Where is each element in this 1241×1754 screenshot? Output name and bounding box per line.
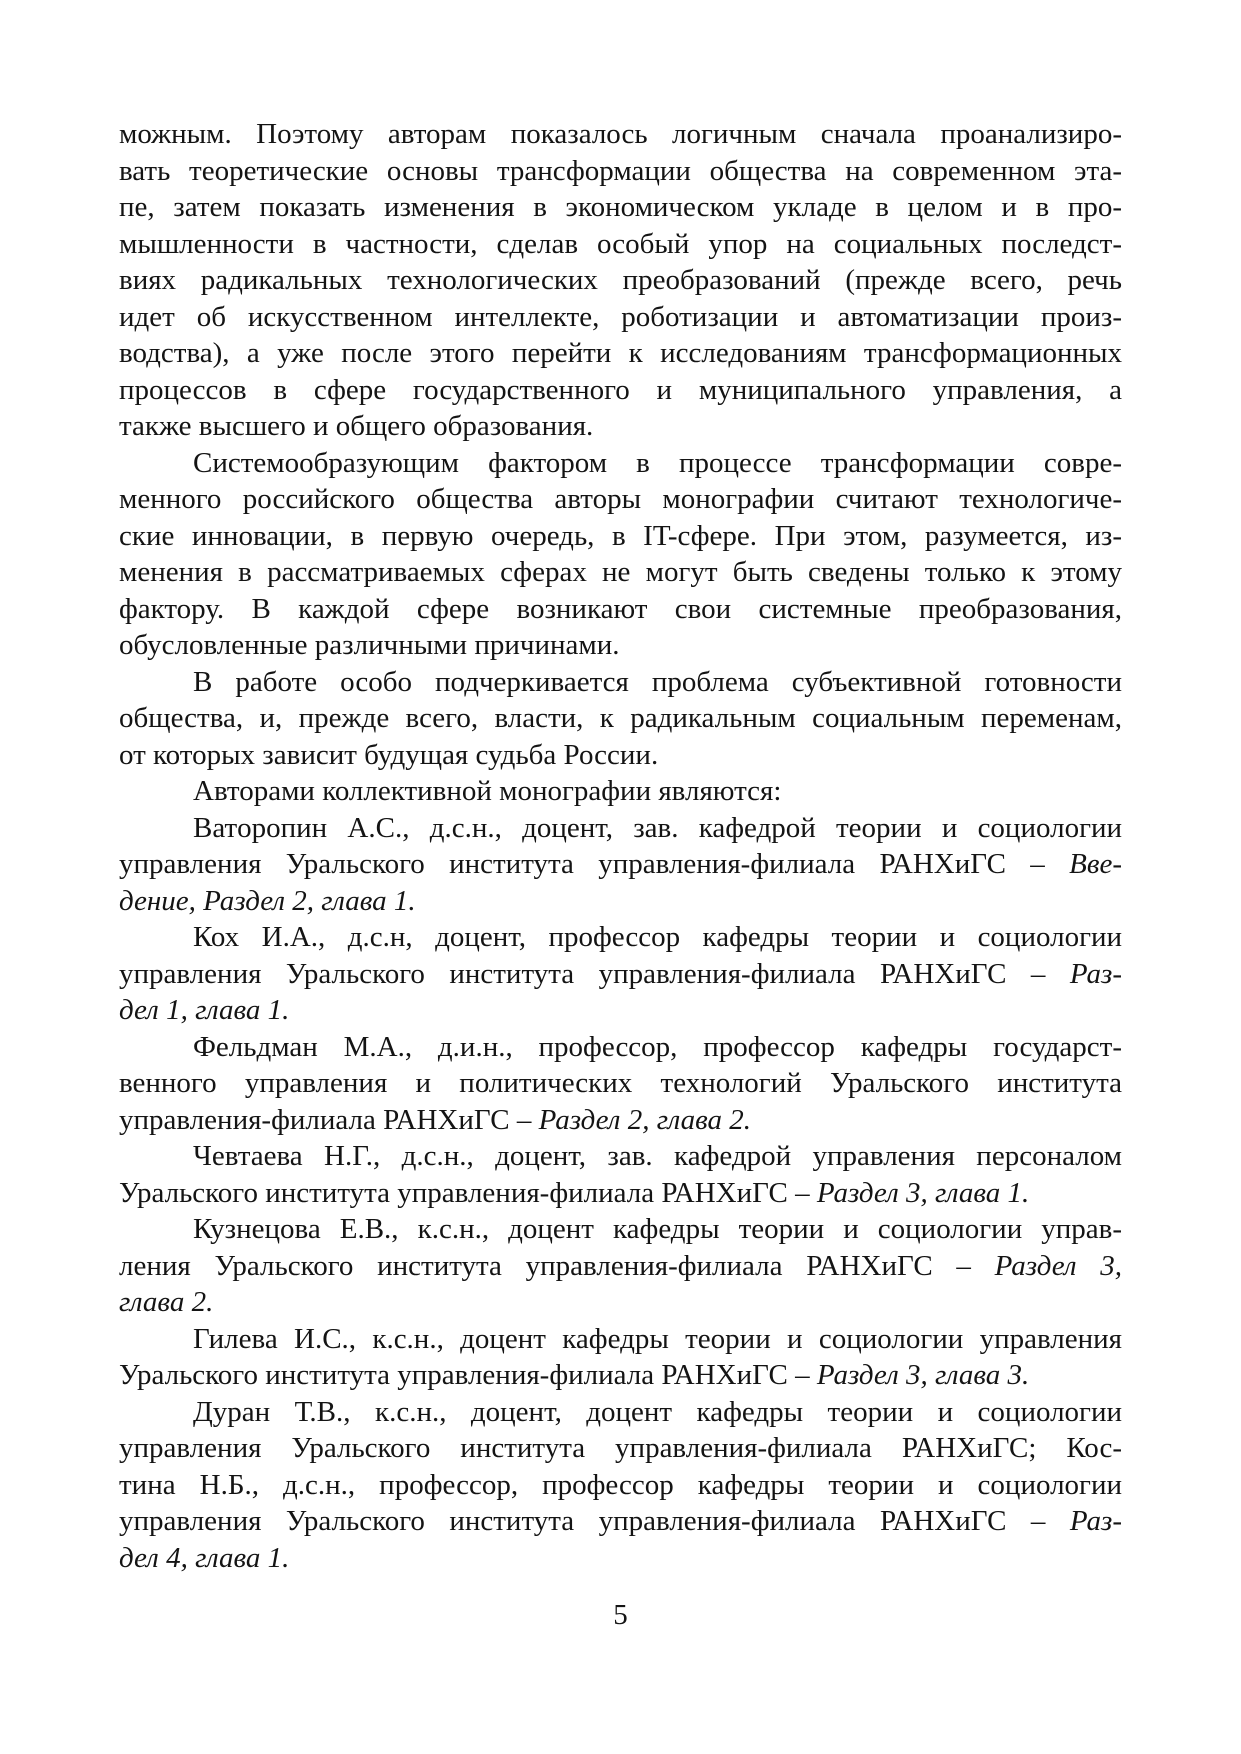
text-line: Ватoропин А.С., д.с.н., доцент, зав. кафедрой теории и социологии [193, 811, 1122, 844]
chapter-reference: Раз- [1069, 1505, 1122, 1537]
chapter-reference: дение, Раздел 2, глава 1. [119, 884, 416, 917]
text-line [119, 1284, 1122, 1321]
text-line: менного российского общества авторы монографии считают технологиче- [119, 483, 1122, 515]
chapter-reference: дел 1, глава 1. [119, 994, 290, 1026]
text-line: тина Н.Б., д.с.н., профессор, профессор кафедры теории и социологии [119, 1468, 1122, 1501]
text-line: от которых зависит будущая судьба России. [119, 738, 659, 771]
text-line: управления Уральского института управления-филиала РАНХиГС – Раз- [119, 1505, 1122, 1537]
text-line: мышленности в частности, сделав особый упор на социальных последст- [119, 227, 1122, 260]
text-line [119, 1540, 1122, 1577]
text-line: пе, затем показать изменения в экономическом укладе в целом и в про- [119, 191, 1122, 223]
chapter-reference: Раздел 2, глава 2. [538, 1103, 752, 1136]
chapter-reference: Раздел 3, глава 1. [816, 1176, 1030, 1209]
chapter-reference: глава 2. [119, 1286, 214, 1318]
chapter-reference: дел 4, глава 1. [119, 1541, 290, 1574]
text-line: управления Уральского института управления-филиала РАНХиГС; Кос- [119, 1432, 1122, 1464]
text-line: вать теоретические основы трансформации общества на современном эта- [119, 154, 1122, 187]
text-line: общества, и, прежде всего, власти, к радикальным социальным переменам, [119, 702, 1122, 734]
text-line: управления-филиала РАНХиГС – Раздел 2, глава 2. [119, 1103, 752, 1136]
text-line: ские инновации, в первую очередь, в IT-сфере. При этом, разумеется, из- [119, 519, 1122, 552]
text-line: процессов в сфере государственного и муниципального управления, а [119, 373, 1122, 406]
text-line: ления Уральского института управления-филиала РАНХиГС – Раздел 3, [119, 1249, 1122, 1282]
text-line: В работе особо подчеркивается проблема субъективной готовности [193, 665, 1122, 698]
page-number: 5 [613, 1599, 628, 1631]
text-line: Чевтаева Н.Г., д.с.н., доцент, зав. кафедрой управления персоналом [193, 1140, 1122, 1172]
text-line: управления Уральского института управления-филиала РАНХиГС – Раз- [119, 957, 1122, 990]
chapter-reference: Вве- [1069, 848, 1122, 880]
text-line: Дуран Т.В., к.с.н., доцент, доцент кафедры теории и социологии [193, 1395, 1122, 1428]
text-line: также высшего и общего образования. [119, 410, 594, 442]
text-line: водства), а уже после этого перейти к исследованиям трансформационных [119, 337, 1122, 369]
chapter-reference: Раздел 3, [994, 1249, 1122, 1282]
document-body [119, 116, 1122, 1576]
text-line: Уральского института управления-филиала РАНХиГС – Раздел 3, глава 1. [119, 1176, 1030, 1209]
text-line: Системообразующим фактором в процессе трансформации совре- [193, 446, 1122, 479]
text-line: Фельдман М.А., д.и.н., профессор, профессор кафедры государст- [193, 1030, 1122, 1063]
text-line: Авторами коллективной монографии являются: [193, 775, 782, 807]
text-line: Кузнецова Е.В., к.с.н., доцент кафедры теории и социологии управ- [193, 1213, 1122, 1245]
text-line: Гилева И.С., к.с.н., доцент кафедры теории и социологии управления [193, 1322, 1122, 1355]
text-line: обусловленные различными причинами. [119, 629, 620, 661]
text-line: идет об искусственном интеллекте, роботизации и автоматизации произ- [119, 300, 1122, 333]
text-line: можным. Поэтому авторам показалось логичным сначала проанализиро- [119, 118, 1122, 150]
text-line: фактору. В каждой сфере возникают свои системные преобразования, [119, 592, 1122, 625]
text-line [119, 883, 1122, 920]
chapter-reference: Раз- [1069, 957, 1122, 990]
text-line: Кох И.А., д.с.н, доцент, профессор кафедры теории и социологии [193, 921, 1122, 953]
chapter-reference: Раздел 3, глава 3. [816, 1359, 1030, 1391]
text-line: венного управления и политических технологий Уральского института [119, 1067, 1122, 1099]
text-line: виях радикальных технологических преобразований (прежде всего, речь [119, 264, 1122, 296]
text-line: управления Уральского института управления-филиала РАНХиГС – Вве- [119, 848, 1122, 880]
text-line: менения в рассматриваемых сферах не могут быть сведены только к этому [119, 556, 1122, 588]
text-line [119, 992, 1122, 1029]
text-line: Уральского института управления-филиала РАНХиГС – Раздел 3, глава 3. [119, 1359, 1030, 1391]
